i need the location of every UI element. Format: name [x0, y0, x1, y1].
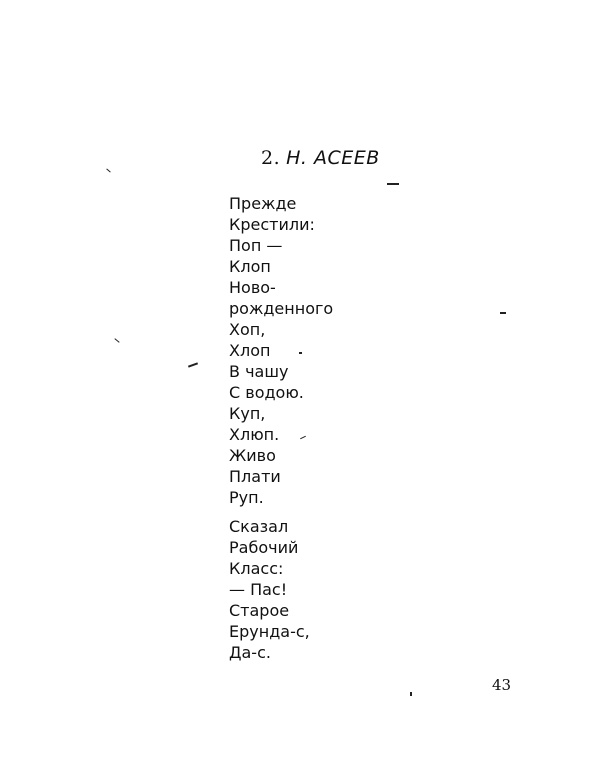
poem-line: Старое [229, 601, 290, 620]
poem-line: Класс: [229, 559, 284, 578]
poem-line: Сказал [229, 517, 289, 536]
poem-line: Живо [229, 446, 276, 465]
poem-line: Ново- [229, 278, 276, 297]
poem-line: рожденного [229, 299, 334, 318]
poem-line: Ерунда-с, [229, 622, 310, 641]
poem-line: — Пас! [229, 580, 288, 599]
stanza-1 [229, 193, 333, 508]
author-name: Н. АСЕЕВ [286, 147, 380, 169]
poem-line: Клоп [229, 257, 271, 276]
scan-speck [299, 352, 302, 354]
poem-line: Плати [229, 467, 281, 486]
section-number: 2. [261, 147, 281, 169]
scan-speck [188, 362, 198, 367]
poem-line: Руп. [229, 488, 264, 507]
poem-line: Крестили: [229, 215, 315, 234]
poem-line: Хлюп. [229, 425, 280, 444]
poem-line: Прежде [229, 194, 297, 213]
poem-heading [261, 147, 380, 169]
poem-line: Куп, [229, 404, 266, 423]
poem-line: Рабочий [229, 538, 299, 557]
page-number: 43 [492, 676, 512, 694]
scan-speck [387, 183, 399, 185]
poem-line: С водою. [229, 383, 304, 402]
poem-line: Хлоп [229, 341, 271, 360]
scan-speck [410, 692, 412, 696]
scan-speck [106, 169, 110, 173]
poem-line: Да-с. [229, 643, 271, 662]
poem-line: Хоп, [229, 320, 266, 339]
scan-speck [500, 312, 506, 314]
stanza-2 [229, 516, 310, 663]
poem-line: В чашу [229, 362, 289, 381]
scan-speck [114, 338, 119, 343]
poem-line: Поп — [229, 236, 283, 255]
